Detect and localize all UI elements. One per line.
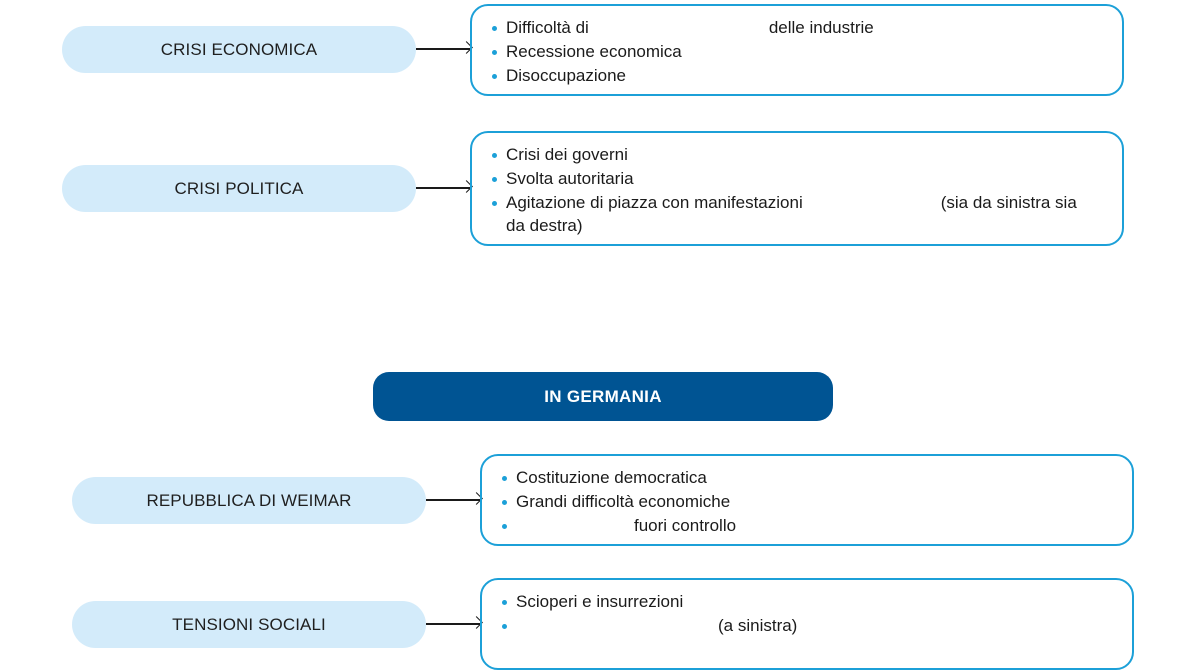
tensioni-sociali-details — [480, 578, 1134, 670]
banner-title: IN GERMANIA — [544, 386, 662, 406]
list-item: Agitazione di piazza con manifestazioni (sia da sinistra sia da destra) — [490, 191, 1106, 237]
weimar-label: REPUBBLICA DI WEIMAR — [146, 490, 352, 510]
weimar-arrow — [426, 499, 480, 501]
list-item: Crisi dei governi — [490, 143, 1106, 167]
list-item: Difficoltà di delle industrie — [490, 16, 1106, 40]
crisi-economica-label: CRISI ECONOMICA — [160, 39, 318, 59]
list-item: Costituzione democratica — [500, 466, 1116, 490]
crisi-economica-details — [470, 4, 1124, 96]
crisi-politica-arrow — [416, 187, 470, 189]
list-item: Scioperi e insurrezioni — [500, 590, 1116, 614]
list-item: Disoccupazione — [490, 64, 1106, 88]
crisi-economica-node — [62, 26, 416, 73]
crisi-politica-node — [62, 165, 416, 212]
list-item: fuori controllo — [500, 514, 1116, 538]
tensioni-sociali-node — [72, 601, 426, 648]
list-item: Grandi difficoltà economiche — [500, 490, 1116, 514]
list-item: (a sinistra) — [500, 614, 1116, 638]
weimar-node — [72, 477, 426, 524]
crisi-economica-arrow — [416, 48, 470, 50]
tensioni-sociali-arrow — [426, 623, 480, 625]
crisi-politica-label: CRISI POLITICA — [174, 178, 304, 198]
list-item: Svolta autoritaria — [490, 167, 1106, 191]
crisi-politica-details — [470, 131, 1124, 246]
weimar-details — [480, 454, 1134, 546]
list-item: Recessione economica — [490, 40, 1106, 64]
section-banner-germania — [373, 372, 833, 421]
tensioni-sociali-label: TENSIONI SOCIALI — [172, 614, 326, 634]
